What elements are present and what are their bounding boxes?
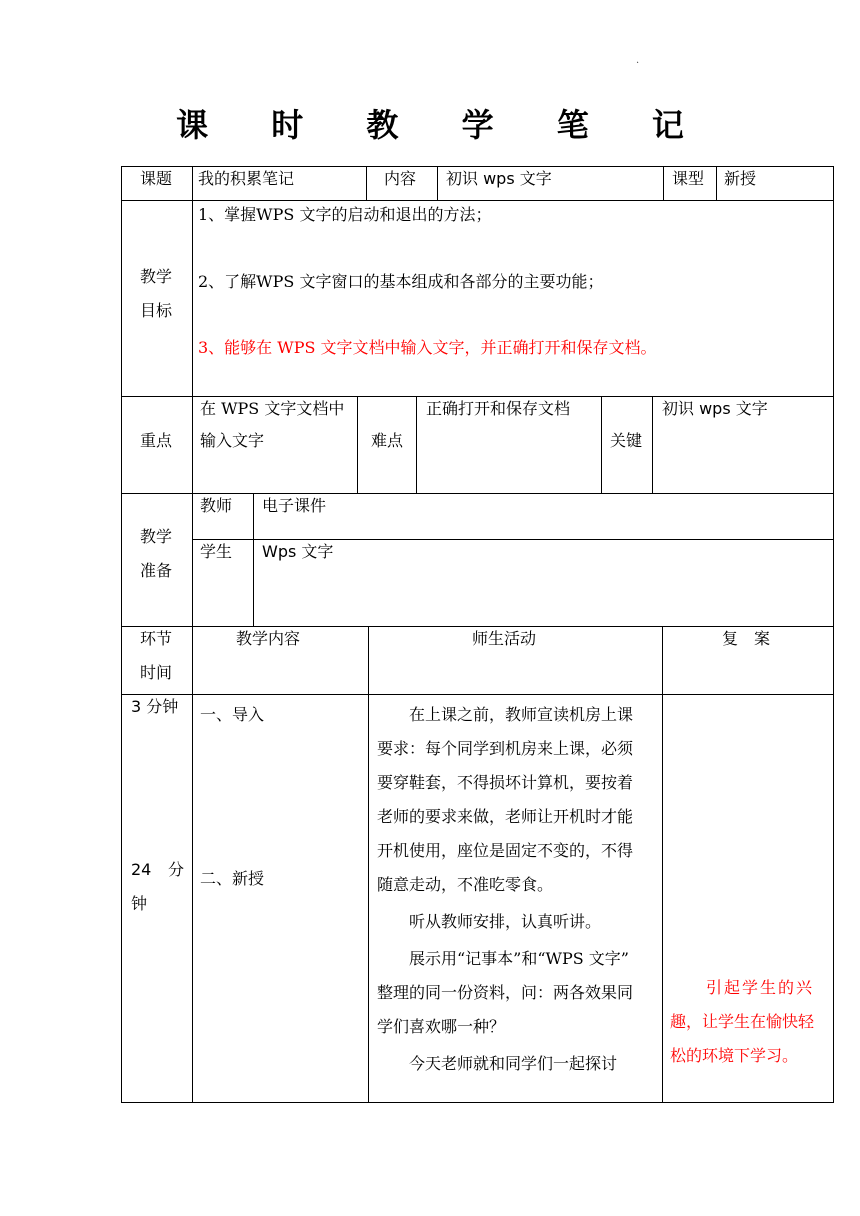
col-divider	[192, 166, 193, 200]
table-border-bottom	[121, 1102, 834, 1103]
objective-item-2: 2、了解WPS 文字窗口的基本组成和各部分的主要功能；	[198, 272, 604, 291]
time-2-unit-a: 分	[168, 860, 185, 879]
content-value: 初识 wps 文字	[446, 169, 552, 188]
prep-label-1: 教学	[140, 527, 173, 546]
activity-header: 师生活动	[472, 629, 537, 648]
teacher-label: 教师	[200, 496, 233, 515]
activity-line: 随意走动，不准吃零食。	[377, 875, 554, 894]
activity-line: 展示用“记事本”和“WPS 文字”	[377, 949, 629, 968]
row-divider	[121, 694, 834, 695]
stage-header-2: 时间	[140, 663, 173, 682]
review-line: 趣，让学生在愉快轻	[670, 1012, 815, 1031]
col-divider	[357, 396, 358, 493]
table-border-right	[833, 166, 834, 1103]
topic-value: 我的积累笔记	[198, 169, 295, 188]
col-divider	[437, 166, 438, 200]
difficulty-value: 正确打开和保存文档	[426, 399, 571, 418]
key-point-line-1: 在 WPS 文字文档中	[200, 399, 345, 418]
student-label: 学生	[200, 542, 233, 561]
time-2-unit-b: 钟	[131, 894, 148, 913]
content-label: 内容	[384, 169, 417, 188]
col-divider	[652, 396, 653, 493]
type-value: 新授	[724, 169, 757, 188]
col-divider	[601, 396, 602, 493]
activity-line: 要穿鞋套，不得损坏计算机，要按着	[377, 773, 634, 792]
objectives-label-2: 目标	[140, 301, 173, 320]
student-value: Wps 文字	[262, 542, 334, 561]
objective-item-3: 3、能够在 WPS 文字文档中输入文字，并正确打开和保存文档。	[198, 338, 657, 357]
keyword-label: 关键	[610, 431, 643, 450]
col-divider	[416, 396, 417, 493]
time-1: 3 分钟	[131, 697, 179, 716]
col-divider	[192, 626, 193, 1102]
page-title: 课 时 教 学 笔 记	[176, 106, 710, 144]
time-2-number: 24	[131, 860, 152, 879]
activity-line: 要求：每个同学到机房来上课，必须	[377, 739, 634, 758]
teacher-value: 电子课件	[262, 496, 327, 515]
type-label: 课型	[672, 169, 705, 188]
col-divider	[368, 626, 369, 1102]
stage-header-1: 环节	[140, 629, 173, 648]
difficulty-label: 难点	[371, 431, 404, 450]
activity-text	[377, 698, 661, 1081]
topic-label: 课题	[140, 169, 173, 188]
corner-mark: ·	[636, 58, 640, 69]
review-header: 复 案	[722, 629, 771, 648]
activity-line: 开机使用，座位是固定不变的，不得	[377, 841, 634, 860]
col-divider	[662, 626, 663, 1102]
activity-line: 听从教师安排，认真听讲。	[377, 912, 602, 931]
review-text	[670, 971, 832, 1073]
keyword-value: 初识 wps 文字	[662, 399, 768, 418]
objectives-label-1: 教学	[140, 267, 173, 286]
col-divider	[192, 396, 193, 493]
section-new: 二、新授	[200, 869, 265, 888]
table-border-left	[121, 166, 122, 1103]
activity-line: 整理的同一份资料，问：两各效果同	[377, 983, 634, 1002]
prep-label-2: 准备	[140, 561, 173, 580]
key-point-line-2: 输入文字	[200, 431, 265, 450]
col-divider	[253, 493, 254, 626]
col-divider	[192, 493, 193, 626]
col-divider	[192, 200, 193, 396]
activity-line: 老师的要求来做，老师让开机时才能	[377, 807, 634, 826]
review-line: 松的环境下学习。	[670, 1046, 799, 1065]
review-line: 引起学生的兴	[670, 978, 815, 997]
col-divider	[663, 166, 664, 200]
activity-line: 今天老师就和同学们一起探讨	[377, 1054, 618, 1073]
key-point-label: 重点	[140, 431, 173, 450]
section-intro: 一、导入	[200, 705, 265, 724]
col-divider	[716, 166, 717, 200]
objective-item-1: 1、掌握WPS 文字的启动和退出的方法；	[198, 205, 492, 224]
activity-line: 在上课之前，教师宣读机房上课	[377, 705, 634, 724]
activity-line: 学们喜欢哪一种？	[377, 1017, 506, 1036]
content-header: 教学内容	[236, 629, 301, 648]
col-divider	[366, 166, 367, 200]
